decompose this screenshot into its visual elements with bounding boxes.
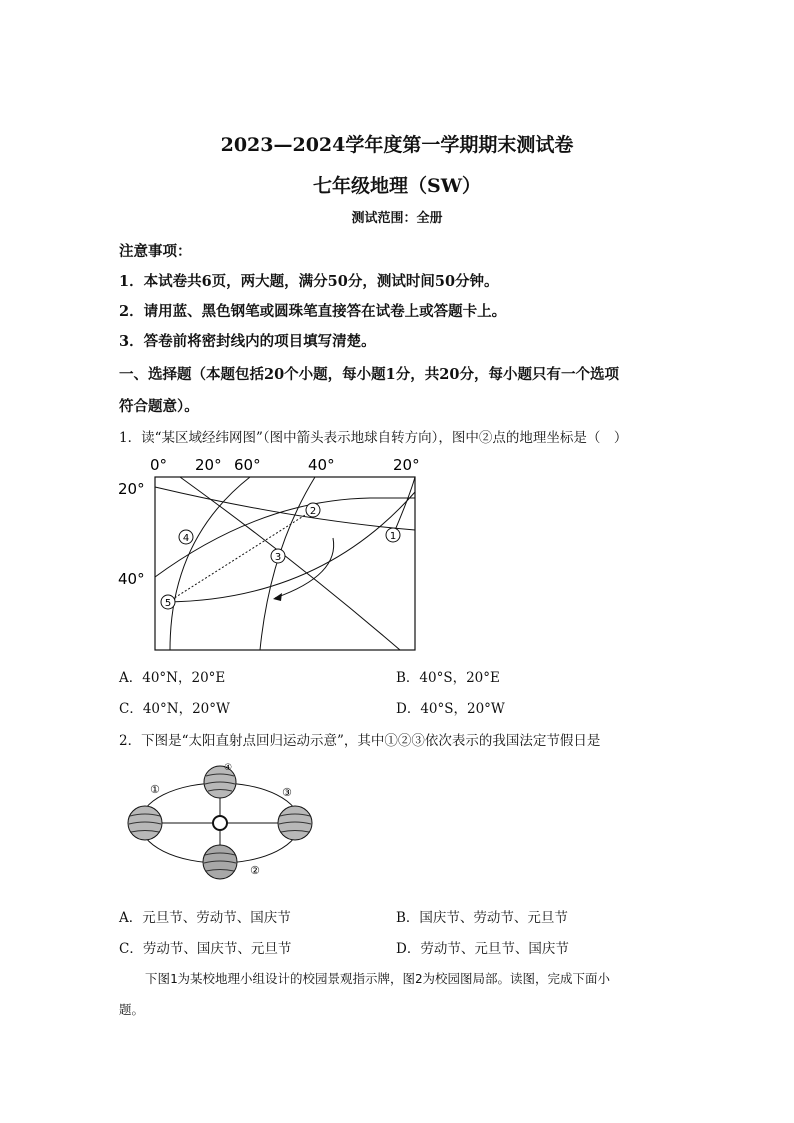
longitude-line (170, 477, 250, 650)
point-1 (386, 528, 400, 542)
top-label: 20° (393, 456, 420, 474)
option-d: D．40°S，20°W (396, 701, 505, 717)
note-item: 2．请用蓝、黑色钢笔或圆珠笔直接答在试卷上或答题卡上。 (119, 303, 507, 320)
svg-text:3: 3 (274, 552, 282, 563)
top-label: 60° (234, 456, 261, 474)
exam-title: 2023—2024学年度第一学期期末测试卷 (220, 134, 574, 156)
option-c: C．40°N，20°W (119, 701, 230, 717)
left-label: 40° (118, 570, 145, 588)
longitude-line (393, 477, 415, 535)
sun-icon (213, 816, 227, 830)
option-b: B．40°S，20°E (396, 670, 500, 686)
orbit-figure (120, 758, 320, 893)
section-heading-cont: 符合题意）。 (119, 398, 199, 415)
earth-icon (203, 845, 237, 879)
test-scope: 测试范围：全册 (351, 211, 443, 226)
passage-text: 下图1为某校地理小组设计的校园景观指示牌，图2为校园图局部。读图，完成下面小 (145, 971, 611, 986)
label-4: ④ (224, 763, 233, 773)
top-label: 40° (308, 456, 335, 474)
rotation-arrow (275, 538, 334, 598)
dashed-link (168, 510, 313, 602)
latitude-line (155, 487, 415, 530)
option-c: C．劳动节、国庆节、元旦节 (119, 941, 292, 957)
exam-subtitle: 七年级地理（SW） (312, 175, 482, 197)
graticule-frame (155, 477, 415, 650)
graticule-figure (110, 450, 430, 660)
passage-text-cont: 题。 (119, 1002, 145, 1017)
option-d: D．劳动节、元旦节、国庆节 (396, 941, 569, 957)
svg-text:1: 1 (389, 531, 397, 542)
svg-text:2: 2 (309, 506, 317, 517)
earth-icon (278, 806, 312, 840)
question-2-stem: 2．下图是“太阳直射点回归运动示意”，其中①②③依次表示的我国法定节假日是 (119, 733, 601, 749)
note-item: 1．本试卷共6页，两大题，满分50分，测试时间50分钟。 (119, 273, 499, 290)
question-1-stem: 1．读“某区域经纬网图”（图中箭头表示地球自转方向），图中②点的地理坐标是（ ） (119, 430, 628, 446)
label-1: ① (150, 783, 160, 796)
note-item: 3．答卷前将密封线内的项目填写清楚。 (119, 333, 376, 350)
section-heading: 一、选择题（本题包括20个小题，每小题1分，共20分，每小题只有一个选项 (119, 366, 619, 383)
top-label: 0° (150, 456, 168, 474)
earth-icon (128, 806, 162, 840)
point-3 (271, 549, 285, 563)
label-2: ② (250, 864, 260, 877)
top-label: 20° (195, 456, 222, 474)
left-label: 20° (118, 480, 145, 498)
longitude-line (180, 477, 400, 650)
svg-text:4: 4 (182, 533, 190, 544)
option-b: B．国庆节、劳动节、元旦节 (396, 910, 568, 926)
latitude-line (167, 492, 415, 602)
point-5 (161, 595, 175, 609)
svg-text:5: 5 (164, 598, 172, 609)
label-3: ③ (282, 786, 292, 799)
point-2 (306, 503, 320, 517)
longitude-line (260, 477, 315, 650)
arrow-head (273, 593, 282, 601)
option-a: A．元旦节、劳动节、国庆节 (119, 910, 291, 926)
option-a: A．40°N，20°E (119, 670, 226, 686)
point-4 (179, 530, 193, 544)
notes-heading: 注意事项： (119, 243, 192, 260)
